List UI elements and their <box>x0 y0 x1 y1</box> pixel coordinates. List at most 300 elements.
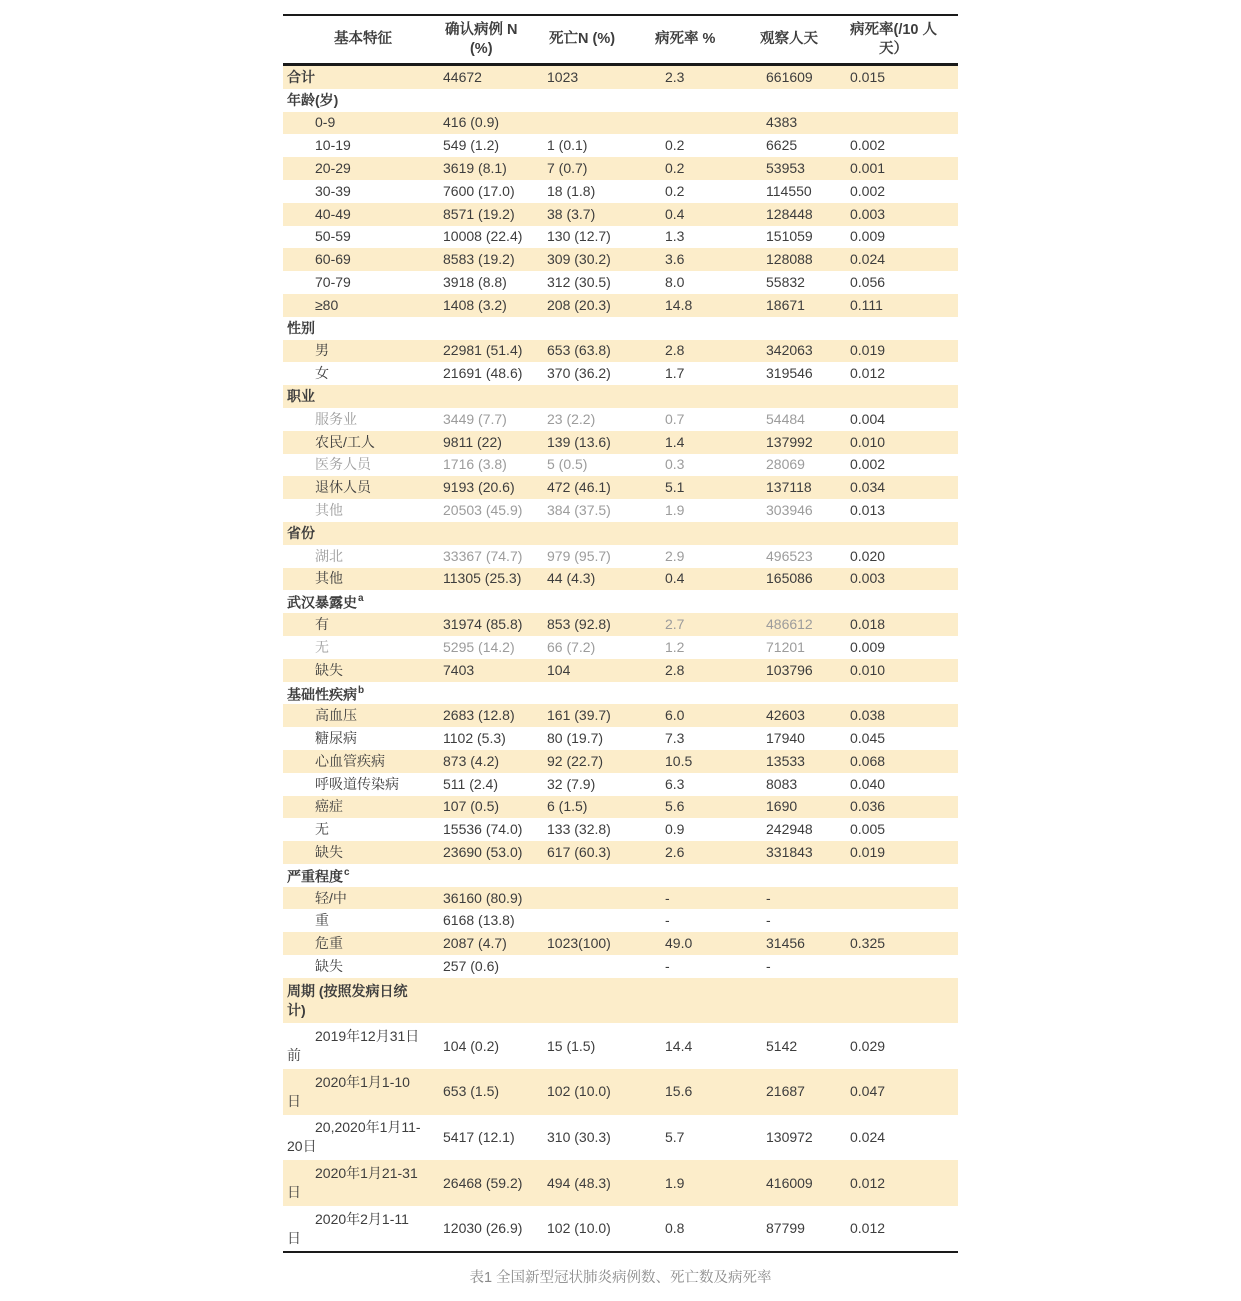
cell-confirmed: 1408 (3.2) <box>443 296 507 313</box>
cell-confirmed: 1716 (3.8) <box>443 456 507 473</box>
col-header-rate-text <box>850 21 937 59</box>
table-row <box>283 454 958 477</box>
row-label: 缺失 <box>315 661 343 678</box>
cell-deaths: 18 (1.8) <box>547 182 596 199</box>
cell-rate-per-10: 0.002 <box>850 182 886 199</box>
col-header-rate-line1: 病死率(/10 人 <box>850 21 938 38</box>
table-row <box>283 431 958 454</box>
cell-confirmed: 9811 (22) <box>443 433 502 450</box>
row-label: 60-69 <box>315 251 351 268</box>
cell-confirmed: 31974 (85.8) <box>443 616 523 633</box>
table-row <box>283 340 958 363</box>
cell-cfr: 2.9 <box>665 547 685 564</box>
row-label: 湖北 <box>315 547 343 564</box>
col-header-confirmed-line1: 确认病例 N <box>445 21 518 38</box>
cell-cfr: 2.3 <box>665 68 685 85</box>
cell-person-days: 661609 <box>766 68 813 85</box>
table-row <box>283 134 958 157</box>
cell-confirmed: 20503 (45.9) <box>443 502 523 519</box>
cell-confirmed: 107 (0.5) <box>443 798 500 815</box>
table-row <box>283 659 958 682</box>
cell-deaths: 32 (7.9) <box>547 775 596 792</box>
row-label-line1: 2020年1月21-31 <box>315 1165 418 1182</box>
cell-person-days: 42603 <box>766 707 805 724</box>
cell-rate-per-10: 0.002 <box>850 137 886 154</box>
cell-confirmed: 511 (2.4) <box>443 775 498 792</box>
table-row <box>283 545 958 568</box>
cell-deaths: 5 (0.5) <box>547 456 588 473</box>
cell-confirmed: 6168 (13.8) <box>443 912 515 929</box>
cell-confirmed: 1102 (5.3) <box>443 730 506 746</box>
cell-deaths: 472 (46.1) <box>547 479 611 496</box>
cell-deaths: 1023 <box>547 68 579 85</box>
cell-confirmed: 549 (1.2) <box>443 137 500 154</box>
cell-rate-per-10: 0.012 <box>850 1174 886 1191</box>
cell-person-days: 5142 <box>766 1037 798 1054</box>
row-label: 职业 <box>287 388 315 405</box>
row-label: 癌症 <box>315 798 343 815</box>
cell-person-days: 128448 <box>766 205 813 222</box>
cell-deaths: 38 (3.7) <box>547 205 596 222</box>
row-label <box>283 1210 443 1248</box>
cell-cfr: 0.8 <box>665 1220 685 1237</box>
cell-person-days: 331843 <box>766 843 813 860</box>
cell-rate-per-10: 0.018 <box>850 616 886 633</box>
col-header-confirmed-line2: (%) <box>469 40 493 57</box>
row-label: 无 <box>315 638 329 655</box>
cell-confirmed: 3918 (8.8) <box>443 274 507 291</box>
row-label: 重 <box>315 912 329 929</box>
row-label: 退休人员 <box>315 479 371 496</box>
cell-cfr: 5.7 <box>665 1128 685 1145</box>
cell-confirmed: 22981 (51.4) <box>443 342 523 359</box>
cell-deaths: 494 (48.3) <box>547 1174 611 1191</box>
cell-cfr: - <box>665 912 670 929</box>
table-row <box>283 66 958 89</box>
row-label: 医务人员 <box>315 456 371 473</box>
cell-cfr: 6.0 <box>665 707 685 724</box>
cell-deaths: 312 (30.5) <box>547 274 611 291</box>
col-header-confirmed-cases <box>443 21 547 59</box>
row-label: 轻/中 <box>315 889 347 906</box>
cell-person-days: 6625 <box>766 137 798 154</box>
cell-person-days: 1690 <box>766 798 798 815</box>
cell-deaths: 133 (32.8) <box>547 821 611 838</box>
row-label: 10-19 <box>315 137 351 154</box>
cell-person-days: 137118 <box>766 479 812 496</box>
table <box>283 14 958 1253</box>
table-row <box>283 1206 958 1252</box>
cell-cfr: 5.1 <box>665 479 685 496</box>
table-row <box>283 476 958 499</box>
cell-deaths: 384 (37.5) <box>547 502 611 519</box>
row-label <box>283 1027 443 1065</box>
cell-rate-per-10: 0.047 <box>850 1083 886 1100</box>
cell-person-days: - <box>766 889 771 906</box>
cell-rate-per-10: 0.010 <box>850 661 886 678</box>
cell-confirmed: 5295 (14.2) <box>443 638 515 655</box>
table-row <box>283 727 958 750</box>
cell-person-days: 28069 <box>766 456 805 473</box>
cell-rate-per-10: 0.003 <box>850 570 886 587</box>
cell-rate-per-10: 0.024 <box>850 1128 886 1145</box>
row-label: 无 <box>315 821 329 838</box>
row-label: 70-79 <box>315 274 351 291</box>
cell-deaths: 102 (10.0) <box>547 1220 611 1237</box>
cell-person-days: 21687 <box>766 1083 805 1100</box>
col-header-case-fatality-rate: 病死率 % <box>655 31 716 47</box>
row-label: 省份 <box>287 524 315 541</box>
cell-person-days: - <box>766 957 771 974</box>
cell-person-days: 303946 <box>766 502 813 519</box>
cell-rate-per-10: 0.020 <box>850 547 886 564</box>
row-label: 农民/工人 <box>315 433 375 450</box>
table-row <box>283 841 958 864</box>
cell-rate-per-10: 0.009 <box>850 638 886 655</box>
col-header-observed-person-days: 观察人天 <box>760 31 818 47</box>
cell-cfr: 1.3 <box>665 228 685 245</box>
row-label: 合计 <box>287 68 315 85</box>
cell-person-days: 137992 <box>766 433 813 450</box>
row-label: 男 <box>315 342 329 359</box>
table-caption: 表1 全国新型冠状肺炎病例数、死亡数及病死率 <box>469 1270 772 1287</box>
cell-person-days: 342063 <box>766 342 813 359</box>
cell-person-days: 31456 <box>766 935 805 952</box>
cell-cfr: 2.6 <box>665 843 685 860</box>
cell-person-days: 13533 <box>766 752 805 769</box>
row-label-line2: 日 <box>287 1229 301 1246</box>
section-header-row <box>283 978 958 1024</box>
row-label: 呼吸道传染病 <box>315 775 399 792</box>
cell-confirmed: 8583 (19.2) <box>443 251 515 268</box>
cell-confirmed: 9193 (20.6) <box>443 479 515 496</box>
row-label: 其他 <box>315 502 343 519</box>
row-label: 服务业 <box>315 410 357 427</box>
cell-person-days: 165086 <box>766 570 813 587</box>
cell-rate-per-10: 0.036 <box>850 798 886 815</box>
cell-person-days: 8083 <box>766 775 798 792</box>
table-row <box>283 568 958 591</box>
cell-cfr: 10.5 <box>665 752 693 769</box>
row-label: 其他 <box>315 570 343 587</box>
cell-confirmed: 33367 (74.7) <box>443 547 523 564</box>
cell-person-days: 53953 <box>766 160 805 177</box>
row-label-line1: 周期 (按照发病日统 <box>287 982 408 999</box>
cell-deaths: 92 (22.7) <box>547 752 604 769</box>
cell-person-days: 103796 <box>766 661 813 678</box>
cell-confirmed: 2683 (12.8) <box>443 707 515 724</box>
cell-confirmed: 257 (0.6) <box>443 957 500 974</box>
cell-confirmed: 26468 (59.2) <box>443 1174 523 1191</box>
cell-rate-per-10: 0.009 <box>850 228 886 245</box>
table-row <box>283 157 958 180</box>
cell-rate-per-10: 0.019 <box>850 843 886 860</box>
cell-cfr: 0.7 <box>665 410 685 427</box>
cell-rate-per-10: 0.029 <box>850 1037 886 1054</box>
cell-confirmed: 36160 (80.9) <box>443 889 523 906</box>
section-header-row <box>283 385 958 408</box>
table-row <box>283 294 958 317</box>
cell-cfr: 2.8 <box>665 342 685 359</box>
cell-deaths: 15 (1.5) <box>547 1037 596 1054</box>
cell-rate-per-10: 0.003 <box>850 205 886 222</box>
cell-confirmed: 15536 (74.0) <box>443 821 523 838</box>
cell-cfr: 7.3 <box>665 730 685 746</box>
cell-deaths: 653 (63.8) <box>547 342 611 359</box>
row-label-line2: 20日 <box>287 1138 317 1155</box>
row-label: 危重 <box>315 935 343 952</box>
cell-rate-per-10: 0.001 <box>850 160 886 177</box>
cell-person-days: 130972 <box>766 1128 813 1145</box>
cell-person-days: 54484 <box>766 410 805 427</box>
table-row <box>283 112 958 135</box>
cell-cfr: 1.4 <box>665 433 685 450</box>
table-row <box>283 636 958 659</box>
cell-rate-per-10: 0.015 <box>850 68 886 85</box>
cell-person-days: 128088 <box>766 251 813 268</box>
cell-confirmed: 5417 (12.1) <box>443 1128 515 1145</box>
cell-cfr: 0.2 <box>665 182 685 199</box>
row-label: 20-29 <box>315 160 351 177</box>
cell-person-days: 87799 <box>766 1220 805 1237</box>
row-label-line2: 日 <box>287 1184 301 1201</box>
cell-confirmed: 11305 (25.3) <box>443 570 522 587</box>
cell-cfr: 0.4 <box>665 205 685 222</box>
cell-rate-per-10: 0.325 <box>850 935 886 952</box>
row-label <box>283 982 443 1020</box>
cell-cfr: 6.3 <box>665 775 685 792</box>
row-label-line1: 2020年1月1-10 <box>315 1073 410 1090</box>
section-header-row <box>283 590 958 613</box>
row-label-line1: 2020年2月1-11 <box>315 1210 409 1227</box>
cell-person-days: 319546 <box>766 365 813 382</box>
cell-rate-per-10: 0.019 <box>850 342 886 359</box>
cell-confirmed: 7403 <box>443 661 475 678</box>
cell-deaths: 104 <box>547 661 571 678</box>
cell-confirmed: 21691 (48.6) <box>443 365 523 382</box>
row-label: 有 <box>315 616 329 633</box>
footnote-marker: b <box>358 684 365 696</box>
table-row <box>283 955 958 978</box>
cell-cfr: 0.9 <box>665 821 685 838</box>
cell-person-days: 114550 <box>766 182 812 199</box>
cell-deaths: 130 (12.7) <box>547 228 611 245</box>
cell-deaths: 44 (4.3) <box>547 570 596 587</box>
cell-cfr: 14.4 <box>665 1037 693 1054</box>
cell-deaths: 6 (1.5) <box>547 798 588 815</box>
row-label-line2: 前 <box>287 1047 301 1064</box>
cell-confirmed: 653 (1.5) <box>443 1083 500 1100</box>
cell-person-days: 71201 <box>766 638 805 655</box>
cell-person-days: 18671 <box>766 296 805 313</box>
row-label-line2: 计) <box>287 1001 306 1018</box>
row-label: 40-49 <box>315 205 351 222</box>
cell-rate-per-10: 0.012 <box>850 1220 886 1237</box>
cell-confirmed: 104 (0.2) <box>443 1037 500 1054</box>
row-label: 女 <box>315 365 329 382</box>
cell-confirmed: 23690 (53.0) <box>443 843 523 860</box>
cell-confirmed: 2087 (4.7) <box>443 935 507 952</box>
section-header-row <box>283 89 958 112</box>
table-row <box>283 909 958 932</box>
cell-rate-per-10: 0.068 <box>850 752 886 769</box>
row-label-line1: 2019年12月31日 <box>315 1028 420 1045</box>
table-row <box>283 180 958 203</box>
cell-person-days: 55832 <box>766 274 805 291</box>
section-header-row <box>283 682 958 705</box>
cell-deaths: 23 (2.2) <box>547 410 596 427</box>
cell-cfr: 1.9 <box>665 1174 685 1191</box>
cell-person-days: 486612 <box>766 616 813 633</box>
table-row <box>283 499 958 522</box>
table-row <box>283 887 958 910</box>
cell-cfr: 1.2 <box>665 638 685 655</box>
table-row <box>283 704 958 727</box>
row-label: 30-39 <box>315 182 351 199</box>
table-row <box>283 408 958 431</box>
cell-deaths: 102 (10.0) <box>547 1083 611 1100</box>
col-header-deaths: 死亡N (%) <box>549 31 616 47</box>
cell-rate-per-10: 0.034 <box>850 479 886 496</box>
table-header-row <box>283 16 958 66</box>
cell-confirmed: 12030 (26.9) <box>443 1220 523 1237</box>
cell-rate-per-10: 0.111 <box>850 296 883 313</box>
row-label: 糖尿病 <box>315 730 357 746</box>
table-row <box>283 1023 958 1069</box>
cell-cfr: 1.9 <box>665 502 685 519</box>
table-row <box>283 1115 958 1161</box>
cell-rate-per-10: 0.045 <box>850 730 886 746</box>
table-row <box>283 1160 958 1206</box>
table-row <box>283 248 958 271</box>
section-header-row <box>283 317 958 340</box>
cell-rate-per-10: 0.012 <box>850 365 886 382</box>
row-label: 缺失 <box>315 843 343 860</box>
cell-cfr: 1.7 <box>665 365 685 382</box>
col-header-death-rate-per-10-person-days <box>850 21 958 59</box>
table-row <box>283 773 958 796</box>
row-label: 武汉暴露史$^a$ <box>287 593 364 612</box>
table-row <box>283 362 958 385</box>
cell-confirmed: 8571 (19.2) <box>443 205 515 222</box>
cell-person-days: 151059 <box>766 228 813 245</box>
col-header-basic-characteristics: 基本特征 <box>334 31 392 47</box>
col-header-rate-line2: 天） <box>879 40 908 57</box>
table-row <box>283 203 958 226</box>
row-label: ≥80 <box>315 296 339 313</box>
cell-deaths: 208 (20.3) <box>547 296 611 313</box>
cell-rate-per-10: 0.040 <box>850 775 886 792</box>
section-header-row <box>283 864 958 887</box>
table-row <box>283 750 958 773</box>
cell-confirmed: 873 (4.2) <box>443 752 500 769</box>
cell-deaths: 1 (0.1) <box>547 137 588 154</box>
cell-rate-per-10: 0.056 <box>850 274 886 291</box>
cell-cfr: - <box>665 889 670 906</box>
cell-deaths: 309 (30.2) <box>547 251 611 268</box>
cell-deaths: 139 (13.6) <box>547 433 611 450</box>
row-label: 心血管疾病 <box>315 752 385 769</box>
cell-person-days: 4383 <box>766 114 798 131</box>
cell-confirmed: 3449 (7.7) <box>443 410 507 427</box>
cell-confirmed: 3619 (8.1) <box>443 160 507 177</box>
row-label-line2: 日 <box>287 1092 301 1109</box>
cell-cfr: 8.0 <box>665 274 685 291</box>
cell-rate-per-10: 0.005 <box>850 821 886 838</box>
cell-cfr: 0.3 <box>665 456 685 473</box>
cell-deaths: 617 (60.3) <box>547 843 611 860</box>
cell-rate-per-10: 0.004 <box>850 410 886 427</box>
cell-cfr: 2.7 <box>665 616 685 633</box>
table-body <box>283 66 958 1251</box>
cell-cfr: 0.2 <box>665 160 685 177</box>
row-label: 严重程度$^c$ <box>287 866 350 885</box>
row-label: 50-59 <box>315 228 351 245</box>
table-row <box>283 613 958 636</box>
table-row <box>283 932 958 955</box>
row-label: 基础性疾病$^b$ <box>287 684 365 703</box>
cell-deaths: 7 (0.7) <box>547 160 588 177</box>
cell-cfr: 0.2 <box>665 137 685 154</box>
cell-cfr: 3.6 <box>665 251 685 268</box>
table-row <box>283 818 958 841</box>
cell-deaths: 979 (95.7) <box>547 547 611 564</box>
cell-person-days: 416009 <box>766 1174 813 1191</box>
cell-cfr: 14.8 <box>665 296 693 313</box>
cell-confirmed: 10008 (22.4) <box>443 228 523 245</box>
table-row <box>283 796 958 819</box>
row-label <box>283 1118 443 1156</box>
table-row <box>283 226 958 249</box>
section-header-row <box>283 522 958 545</box>
row-label: 性别 <box>287 319 315 336</box>
cell-rate-per-10: 0.038 <box>850 707 886 724</box>
cell-confirmed: 416 (0.9) <box>443 114 500 131</box>
cell-deaths: 310 (30.3) <box>547 1128 611 1145</box>
row-label: 缺失 <box>315 957 343 974</box>
row-label <box>283 1164 443 1202</box>
cell-deaths: 66 (7.2) <box>547 638 596 655</box>
col-header-confirmed-cases-text <box>445 21 518 59</box>
cell-cfr: 15.6 <box>665 1083 693 1100</box>
cell-deaths: 370 (36.2) <box>547 365 611 382</box>
cell-person-days: 496523 <box>766 547 813 564</box>
cell-confirmed: 44672 <box>443 68 482 85</box>
cell-cfr: 2.8 <box>665 661 685 678</box>
footnote-marker: c <box>344 866 350 878</box>
cell-deaths: 80 (19.7) <box>547 730 604 746</box>
cell-rate-per-10: 0.010 <box>850 433 886 450</box>
row-label: 年龄(岁) <box>287 91 339 108</box>
cell-person-days: 17940 <box>766 730 805 746</box>
cell-deaths: 161 (39.7) <box>547 707 611 724</box>
cell-cfr: - <box>665 957 670 974</box>
cell-cfr: 5.6 <box>665 798 685 815</box>
row-label-line1: 20,2020年1月11- <box>315 1119 421 1136</box>
cell-rate-per-10: 0.013 <box>850 502 886 519</box>
cell-confirmed: 7600 (17.0) <box>443 182 515 199</box>
cell-deaths: 1023(100) <box>547 935 611 952</box>
footnote-marker: a <box>358 593 364 605</box>
statistics-table <box>283 14 958 1287</box>
cell-cfr: 49.0 <box>665 935 693 952</box>
table-row <box>283 1069 958 1115</box>
row-label: 高血压 <box>315 707 357 724</box>
row-label: 0-9 <box>315 114 336 131</box>
cell-cfr: 0.4 <box>665 570 685 587</box>
table-row <box>283 271 958 294</box>
cell-person-days: 242948 <box>766 821 813 838</box>
